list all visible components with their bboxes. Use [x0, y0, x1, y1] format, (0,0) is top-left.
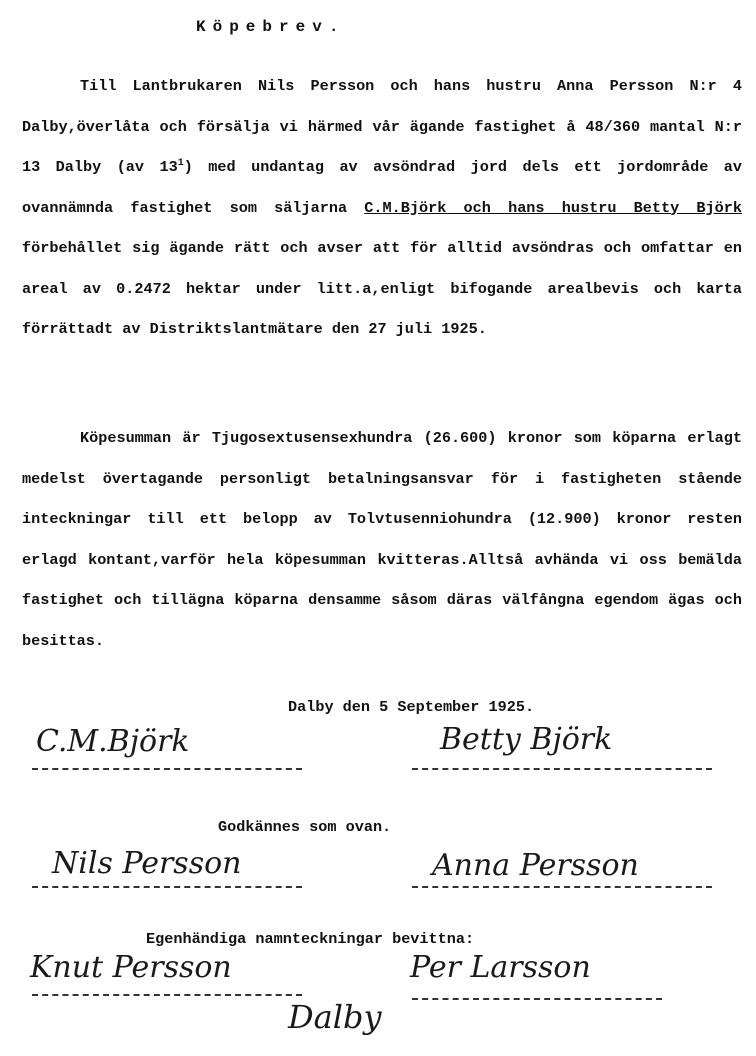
- para1-text-mid: ) med undantag av avsöndrad jord dels ett jordområde av ovannämnda fastighet som säljarna: [22, 158, 742, 217]
- signature-line-buyer-2: [412, 886, 712, 888]
- document-title: Köpebrev.: [196, 18, 346, 36]
- para1-superscript: 1: [177, 157, 184, 169]
- signature-line-witness-1: [32, 994, 302, 996]
- signature-line-seller-1: [32, 768, 302, 770]
- para1-text-end: förbehållet sig ägande rätt och avser att för alltid avsöndras och omfattar en areal av 0.2472 hektar under litt.a,enligt bifogande arealbevis och karta förrättadt av Distriktslantmätare den 27 juli 1925.: [22, 239, 742, 338]
- place-date: Dalby den 5 September 1925.: [288, 698, 535, 716]
- para1-underlined-sellers: C.M.Björk och hans hustru Betty Björk: [364, 198, 742, 217]
- paragraph-purchase-price: [22, 418, 742, 661]
- signature-witness-2: Per Larsson: [410, 950, 591, 985]
- witnessed-text: Egenhändiga namnteckningar bevittna:: [146, 930, 475, 948]
- signature-witness-1: Knut Persson: [30, 950, 232, 985]
- signature-line-witness-2: [412, 998, 662, 1000]
- signature-seller-2: Betty Björk: [440, 722, 613, 757]
- signature-line-buyer-1: [32, 886, 302, 888]
- signature-seller-1: C.M.Björk: [36, 724, 190, 759]
- paragraph-sale-terms: [22, 66, 742, 350]
- para1-text-start: Till Lantbrukaren Nils Persson och hans hustru Anna Persson N:r 4 Dalby,överlåta och försälja vi härmed vår ägande fastighet å 48/360 mantal N:r 13 Dalby (av 13: [22, 77, 742, 176]
- signature-buyer-1: Nils Persson: [52, 846, 242, 881]
- approved-text: Godkännes som ovan.: [218, 818, 392, 836]
- para2-text: Köpesumman är Tjugosextusensexhundra (26.600) kronor som köparna erlagt medelst övertagande personligt betalningsansvar för i fastigheten stående inteckningar till ett belopp av Tolvtusenniohundra (12.900) kronor resten erlagd kontant,varför hela köpesumman kvitteras.Alltså avhända vi oss bemälda fastighet och tillägna köparna densamme såsom däras välfångna egendom ägas och besittas.: [22, 429, 742, 650]
- signature-witness-1-place: Dalby: [288, 998, 382, 1036]
- signature-line-seller-2: [412, 768, 712, 770]
- signature-buyer-2: Anna Persson: [432, 848, 639, 883]
